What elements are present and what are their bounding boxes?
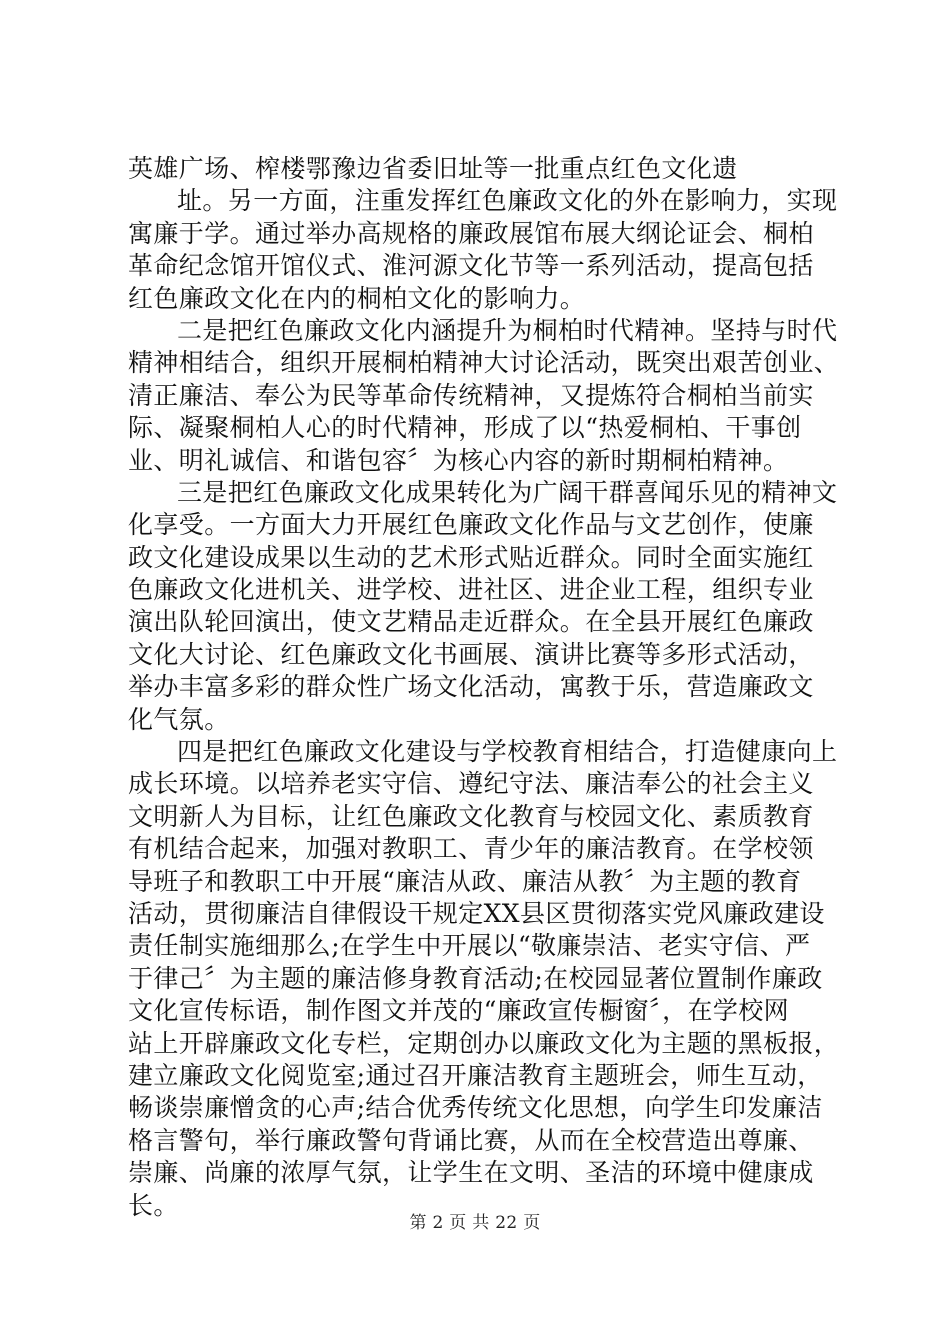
text-line: 文化大讨论、红色廉政文化书画展、演讲比赛等多形式活动， <box>128 639 814 669</box>
page-number-footer: 第 2 页 共 22 页 <box>409 1213 541 1233</box>
text-line: 责任制实施细那么;在学生中开展以“敬廉崇洁、老实守信、严 <box>128 931 811 961</box>
text-line: 化气氛。 <box>128 704 230 734</box>
text-line: 精神相结合，组织开展桐柏精神大讨论活动，既突出艰苦创业、 <box>128 348 840 378</box>
text-line: 清正廉洁、奉公为民等革命传统精神，又提炼符合桐柏当前实 <box>128 380 814 410</box>
text-line: 色廉政文化进机关、进学校、进社区、进企业工程，组织专业 <box>128 575 814 605</box>
text-line: 革命纪念馆开馆仪式、淮河源文化节等一系列活动，提高包括 <box>128 251 814 281</box>
text-line: 有机结合起来，加强对教职工、青少年的廉洁教育。在学校领 <box>128 834 814 864</box>
paragraph-start-line: 三是把红色廉政文化成果转化为广阔干群喜闻乐见的精神文 <box>177 477 838 507</box>
text-line: 成长环境。以培养老实守信、遵纪守法、廉洁奉公的社会主义 <box>128 769 814 799</box>
text-line: 建立廉政文化阅览室;通过召开廉洁教育主题班会，师生互动， <box>128 1060 823 1090</box>
text-line: 崇廉、尚廉的浓厚气氛，让学生在文明、圣洁的环境中健康成 <box>128 1158 814 1188</box>
text-line: 畅谈崇廉憎贪的心声;结合优秀传统文化思想，向学生印发廉洁 <box>128 1093 823 1123</box>
text-line: 活动，贯彻廉洁自律假设干规定XX县区贯彻落实党风廉政建设 <box>128 898 825 928</box>
text-line: 演出队轮回演出，使文艺精品走近群众。在全县开展红色廉政 <box>128 607 814 637</box>
text-line: 于律己〞为主题的廉洁修身教育活动;在校园显著位置制作廉政 <box>128 963 823 993</box>
text-line: 站上开辟廉政文化专栏，定期创办以廉政文化为主题的黑板报， <box>128 1028 840 1058</box>
text-line: 化享受。一方面大力开展红色廉政文化作品与文艺创作，使廉 <box>128 510 814 540</box>
text-line: 业、明礼诚信、和谐包容〞为核心内容的新时期桐柏精神。 <box>128 445 789 475</box>
text-line: 举办丰富多彩的群众性广场文化活动，寓教于乐，营造廉政文 <box>128 672 814 702</box>
document-body <box>128 153 840 1222</box>
text-line: 文明新人为目标，让红色廉政文化教育与校园文化、素质教育 <box>128 801 814 831</box>
paragraph-start-line: 址。另一方面，注重发挥红色廉政文化的外在影响力，实现 <box>177 186 838 216</box>
paragraph-start-line: 四是把红色廉政文化建设与学校教育相结合，打造健康向上 <box>177 737 838 767</box>
text-line: 际、凝聚桐柏人心的时代精神，形成了以“热爱桐柏、干事创 <box>128 413 802 443</box>
text-line: 长。 <box>128 1190 179 1220</box>
text-line: 红色廉政文化在内的桐柏文化的影响力。 <box>128 283 586 313</box>
text-line: 英雄广场、榨楼鄂豫边省委旧址等一批重点红色文化遗 <box>128 154 738 183</box>
text-line: 格言警句，举行廉政警句背诵比赛，从而在全校营造出尊廉、 <box>128 1125 814 1155</box>
text-line: 政文化建设成果以生动的艺术形式贴近群众。同时全面实施红 <box>128 542 814 572</box>
text-line: 导班子和教职工中开展“廉洁从政、廉洁从教〞为主题的教育 <box>128 866 802 896</box>
text-line: 寓廉于学。通过举办高规格的廉政展馆布展大纲论证会、桐柏 <box>128 218 814 248</box>
paragraph-start-line: 二是把红色廉政文化内涵提升为桐柏时代精神。坚持与时代 <box>177 315 838 345</box>
text-line: 文化宣传标语，制作图文并茂的“廉政宣传橱窗〞，在学校网 <box>128 996 790 1026</box>
